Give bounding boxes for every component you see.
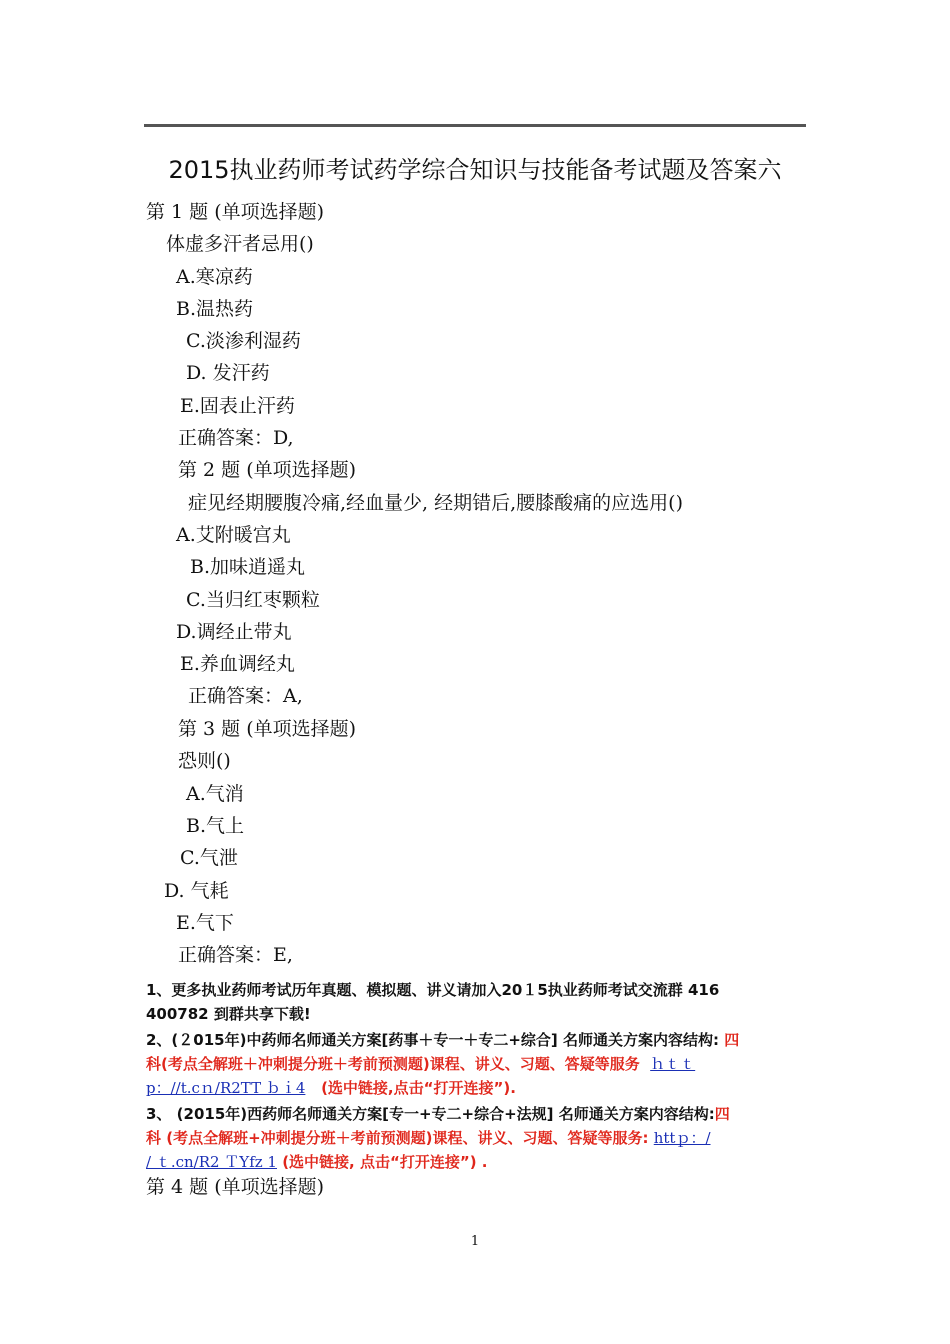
q3-option-a: A.气消 xyxy=(186,783,244,805)
note-2-instruction: (选中链接,点击“打开连接”). xyxy=(321,1079,516,1097)
note-2-line-3 xyxy=(146,1076,806,1100)
q2-header: 第 2 题 (单项选择题) xyxy=(178,459,357,481)
q3-option-c: C.气泄 xyxy=(180,847,238,869)
header-rule xyxy=(144,124,806,127)
note-3-link-part-2[interactable]: / ｔ.cn/R2 ＴYfz 1 xyxy=(146,1153,277,1171)
q3-stem: 恐则() xyxy=(178,750,231,772)
note-3-line-2 xyxy=(146,1126,806,1150)
note-2-link-part-1[interactable]: ｈｔｔ xyxy=(650,1055,696,1073)
note-3-line-1 xyxy=(146,1102,806,1126)
q2-option-e: E.养血调经丸 xyxy=(180,653,295,675)
q2-option-a: A.艾附暖宫丸 xyxy=(176,524,291,546)
q2-option-c: C.当归红枣颗粒 xyxy=(186,589,320,611)
note-3-text: 3、 (2015年)西药师名师通关方案[专一+专二+综合+法规] 名师通关方案内容结构: xyxy=(146,1105,715,1123)
q2-answer: 正确答案：A, xyxy=(188,685,303,707)
document-title: 2015执业药师考试药学综合知识与技能备考试题及答案六 xyxy=(168,156,782,184)
note-1-line-2: 400782 到群共享下载! xyxy=(146,1005,311,1023)
note-2-highlight: 四 xyxy=(724,1031,740,1049)
q3-option-d: D. 气耗 xyxy=(164,880,229,902)
note-2-services: 科(考点全解班＋冲刺提分班＋考前预测题)课程、讲义、习题、答疑等服务 xyxy=(146,1055,640,1073)
q2-stem: 症见经期腰腹冷痛,经血量少, 经期错后,腰膝酸痛的应选用() xyxy=(188,492,683,514)
q1-option-d: D. 发汗药 xyxy=(186,362,270,384)
note-1-line-1: 1、更多执业药师考试历年真题、模拟题、讲义请加入20１5执业药师考试交流群 416 xyxy=(146,981,720,999)
q1-option-a: A.寒凉药 xyxy=(176,266,253,288)
note-2-line-1 xyxy=(146,1028,806,1052)
note-3-line-3 xyxy=(146,1150,806,1174)
note-2-link-part-2[interactable]: p：//t.cｎ/R2TT ｂｉ4 xyxy=(146,1079,306,1097)
page-number: 1 xyxy=(470,1234,480,1249)
note-3-services: 科 (考点全解班+冲刺提分班＋考前预测题)课程、讲义、习题、答疑等服务: xyxy=(146,1129,654,1147)
q1-option-e: E.固表止汗药 xyxy=(180,395,295,417)
q4-header: 第 4 题 (单项选择题) xyxy=(146,1176,325,1198)
note-2-line-2 xyxy=(146,1052,806,1076)
q1-header: 第 1 题 (单项选择题) xyxy=(146,201,325,223)
q1-stem: 体虚多汗者忌用() xyxy=(166,233,314,255)
note-2-text: 2、(２015年)中药师名师通关方案[药事＋专一＋专二+综合] 名师通关方案内容结构: xyxy=(146,1031,725,1049)
q3-answer: 正确答案：E, xyxy=(178,944,293,966)
q1-option-c: C.淡渗利湿药 xyxy=(186,330,301,352)
q3-option-b: B.气上 xyxy=(186,815,245,837)
note-3-instruction: (选中链接, 点击“打开连接”) . xyxy=(276,1153,488,1171)
q1-answer: 正确答案：D, xyxy=(178,427,294,449)
q2-option-b: B.加味逍遥丸 xyxy=(190,556,306,578)
q3-header: 第 3 题 (单项选择题) xyxy=(178,718,357,740)
q2-option-d: D.调经止带丸 xyxy=(176,621,292,643)
q3-option-e: E.气下 xyxy=(176,912,234,934)
q1-option-b: B.温热药 xyxy=(176,298,254,320)
note-3-link-part-1[interactable]: httｐ：/ xyxy=(653,1129,711,1147)
note-3-highlight: 四 xyxy=(714,1105,730,1123)
